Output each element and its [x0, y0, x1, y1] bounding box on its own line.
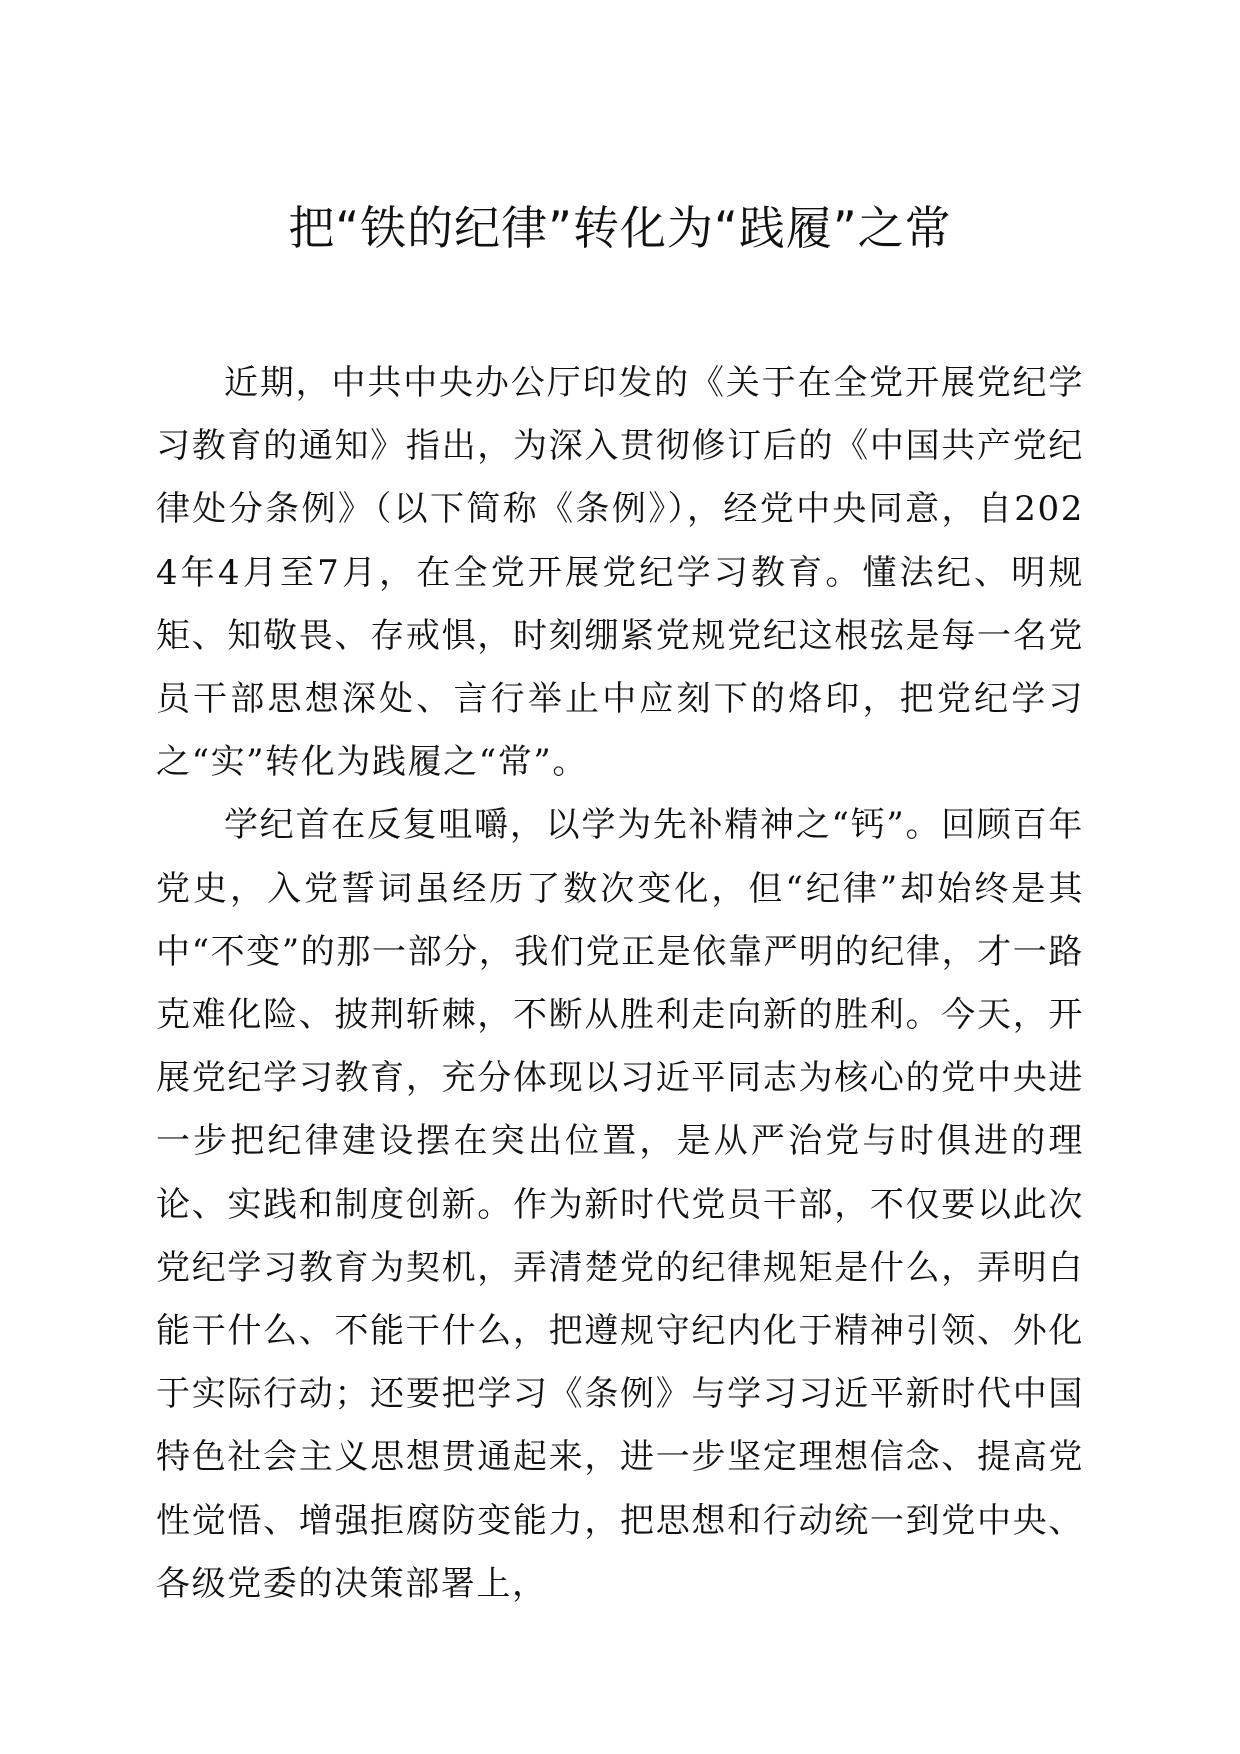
paragraph-study-discipline: 学纪首在反复咀嚼，以学为先补精神之“钙”。回顾百年党史，入党誓词虽经历了数次变化，但“纪律”却始终是其中“不变”的那一部分，我们党正是依靠严明的纪律，才一路克难化险、披荆斩棘，不断从胜利走向新的胜利。今天，开展党纪学习教育，充分体现以习近平同志为核心的党中央进一步把纪律建设摆在突出位置，是从严治党与时俱进的理论、实践和制度创新。作为新时代党员干部，不仅要以此次党纪学习教育为契机，弄清楚党的纪律规矩是什么，弄明白能干什么、不能干什么，把遵规守纪内化于精神引领、外化于实际行动；还要把学习《条例》与学习习近平新时代中国特色社会主义思想贯通起来，进一步坚定理想信念、提高党性觉悟、增强拒腐防变能力，把思想和行动统一到党中央、各级党委的决策部署上，: [156, 805, 1084, 1604]
document-title: 把“铁的纪律”转化为“践履”之常: [288, 201, 952, 255]
document-body: [156, 352, 1084, 1616]
paragraph-intro: 近期，中共中央办公厅印发的《关于在全党开展党纪学习教育的通知》指出，为深入贯彻修订后的《中国共产党纪律处分条例》（以下简称《条例》），经党中央同意，自2024年4月至7月，在全党开展党纪学习教育。懂法纪、明规矩、知敬畏、存戒惧，时刻绷紧党规党纪这根弦是每一名党员干部思想深处、言行举止中应刻下的烙印，把党纪学习之“实”转化为践履之“常”。: [156, 363, 1084, 783]
